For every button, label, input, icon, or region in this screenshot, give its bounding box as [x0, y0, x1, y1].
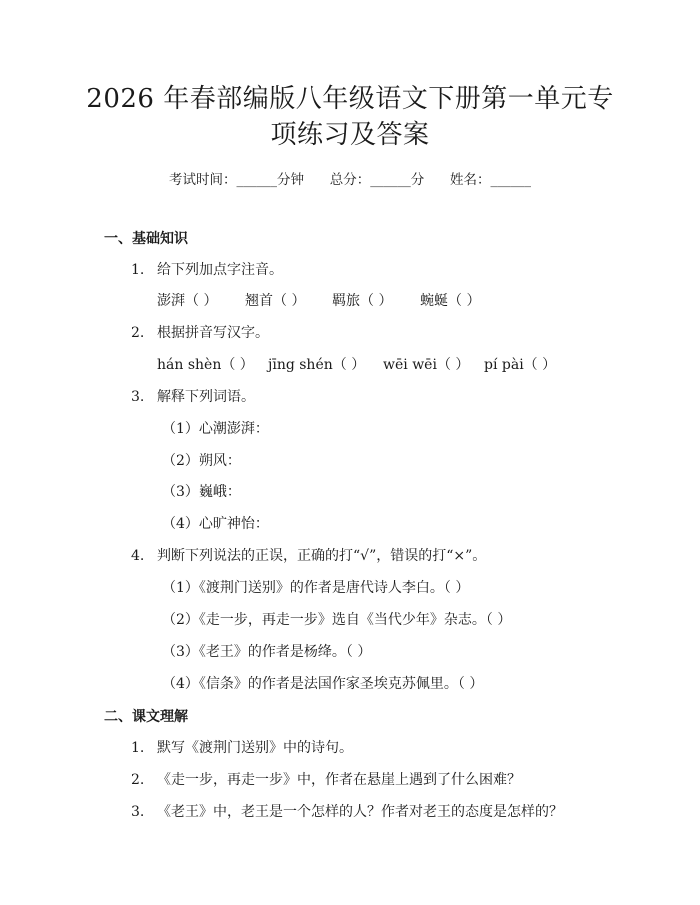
- list-item: 澎湃（ ）: [157, 293, 218, 309]
- list-item: 羁旅（ ）: [332, 293, 393, 309]
- exam-time-field: 考试时间：______分钟: [169, 172, 304, 188]
- question-text: 《老王》中，老王是一个怎样的人？作者对老王的态度是怎样的？: [157, 804, 563, 820]
- page-title-line2: 项练习及答案: [270, 120, 430, 150]
- list-item: 翘首（ ）: [245, 293, 306, 309]
- sub-question: （2）《走一步，再走一步》选自《当代少年》杂志。（ ）: [162, 612, 512, 628]
- sub-question: （4）《信条》的作者是法国作家圣埃克苏佩里。（ ）: [162, 676, 484, 692]
- page-title-line1: 2026 年春部编版八年级语文下册第一单元专: [86, 84, 614, 114]
- sub-question: （3）《老王》的作者是杨绛。（ ）: [162, 644, 372, 660]
- question-text: 《走一步，再走一步》中，作者在悬崖上遇到了什么困难？: [157, 772, 521, 788]
- question-text: 给下列加点字注音。: [157, 262, 283, 278]
- list-item: hán shèn（ ）: [157, 357, 254, 373]
- section-heading-basics: 一、基础知识: [104, 231, 188, 247]
- question-number: 1.: [131, 262, 145, 278]
- list-item: 蜿蜒（ ）: [420, 293, 481, 309]
- question-number: 2.: [131, 772, 145, 788]
- pinyin-items-row: [157, 291, 480, 311]
- question-text: 解释下列词语。: [157, 389, 255, 405]
- question-text: 判断下列说法的正误，正确的打“√”，错误的打“×”。: [157, 548, 487, 564]
- name-field: 姓名：______: [450, 172, 531, 188]
- sub-question: （2）朔风：: [162, 453, 241, 469]
- list-item: wēi wēi（ ）: [383, 357, 470, 373]
- question-number: 2.: [131, 325, 145, 341]
- sub-question: （4）心旷神怡：: [162, 516, 269, 532]
- hanzi-items-row: [157, 355, 556, 375]
- sub-question: （1）心潮澎湃：: [162, 421, 269, 437]
- list-item: pí pài（ ）: [484, 357, 557, 373]
- exam-meta: [0, 168, 700, 188]
- sub-question: （1）《渡荆门送别》的作者是唐代诗人李白。（ ）: [162, 580, 470, 596]
- question-number: 3.: [131, 804, 145, 820]
- question-text: 根据拼音写汉字。: [157, 325, 269, 341]
- sub-question: （3）巍峨：: [162, 484, 241, 500]
- section-heading-comprehension: 二、课文理解: [104, 709, 188, 725]
- question-number: 1.: [131, 740, 145, 756]
- list-item: jīng shén（ ）: [268, 357, 366, 373]
- question-number: 3.: [131, 389, 145, 405]
- total-score-field: 总分：______分: [329, 172, 425, 188]
- question-number: 4.: [131, 548, 145, 564]
- question-text: 默写《渡荆门送别》中的诗句。: [157, 740, 353, 756]
